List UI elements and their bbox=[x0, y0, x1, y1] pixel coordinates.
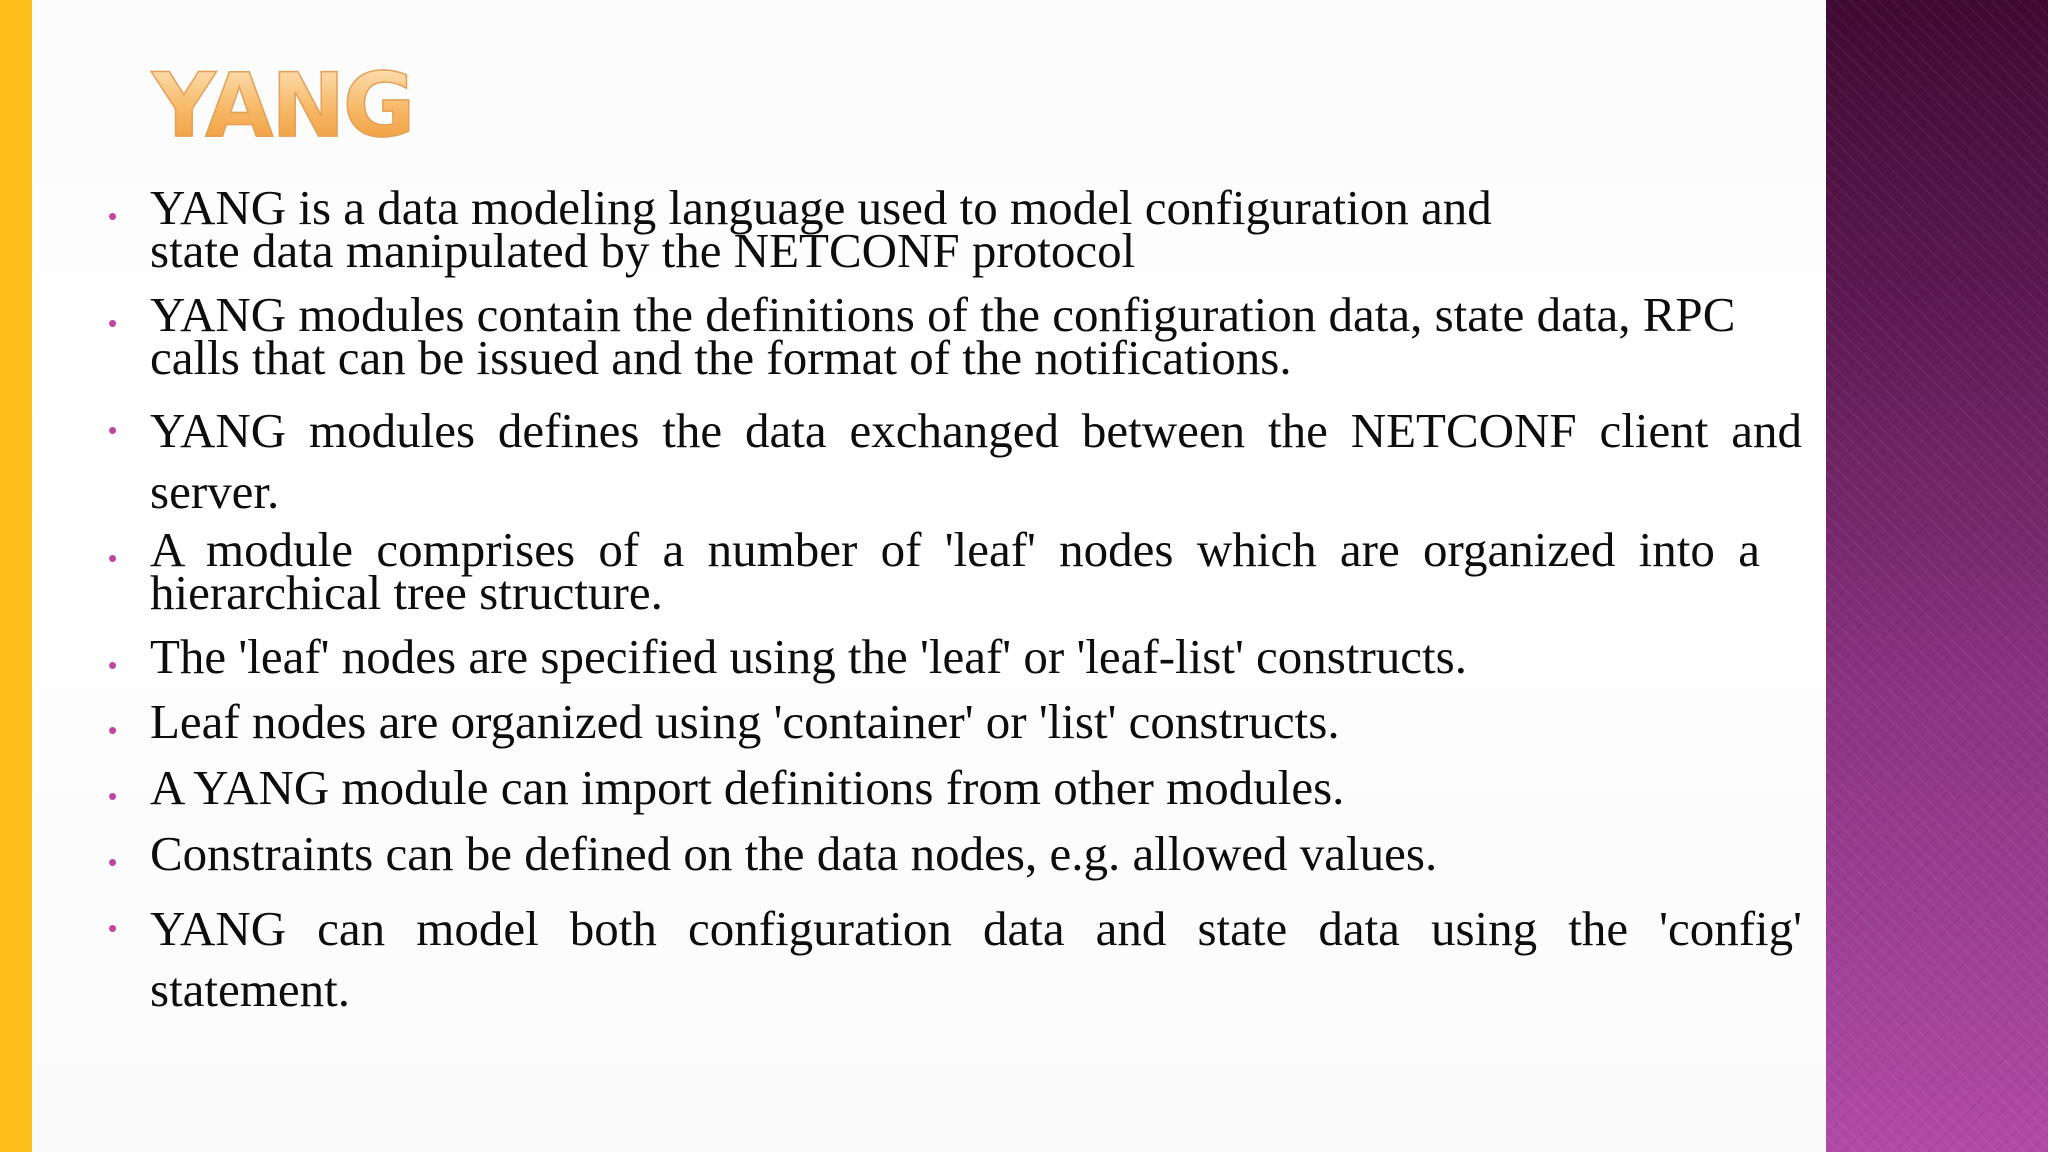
bullet-item bbox=[108, 760, 1808, 818]
bullet-item bbox=[108, 522, 1808, 620]
bullet-text: The 'leaf' nodes are specified using the 'leaf' or 'leaf-list' constructs. bbox=[150, 629, 1467, 684]
bullet-dot-icon: • bbox=[108, 913, 118, 943]
bullet-item bbox=[108, 287, 1808, 385]
bullet-dot-icon: • bbox=[108, 847, 118, 877]
bullet-item bbox=[108, 400, 1808, 522]
bullet-item bbox=[108, 898, 1808, 1020]
bullet-item bbox=[108, 826, 1808, 884]
bullet-dot-icon: • bbox=[108, 415, 118, 445]
bullet-text: A YANG module can import definitions from other modules. bbox=[150, 760, 1345, 815]
bullet-text: Constraints can be defined on the data nodes, e.g. allowed values. bbox=[150, 826, 1438, 881]
bullet-text: YANG is a data modeling language used to model configuration and state data manipulated by the NETCONF protocol bbox=[150, 180, 1492, 278]
bullet-dot-icon: • bbox=[108, 650, 118, 680]
bullet-dot-icon: • bbox=[108, 781, 118, 811]
bullet-item bbox=[108, 629, 1808, 687]
bullet-text: YANG modules contain the definitions of the configuration data, state data, RPC calls that can be issued and the format of the notifications. bbox=[150, 287, 1736, 385]
left-accent-bar bbox=[0, 0, 32, 1152]
bullet-text: YANG modules defines the data exchanged between the NETCONF client and server. bbox=[150, 403, 1802, 519]
slide-title: YANG bbox=[152, 54, 414, 157]
bullet-item bbox=[108, 694, 1808, 752]
bullet-dot-icon: • bbox=[108, 308, 118, 338]
panel-texture bbox=[1826, 0, 2048, 1152]
bullet-dot-icon: • bbox=[108, 201, 118, 231]
right-decorative-panel bbox=[1826, 0, 2048, 1152]
bullet-dot-icon: • bbox=[108, 543, 118, 573]
bullet-text: YANG can model both configuration data and state data using the 'config' statement. bbox=[150, 901, 1802, 1017]
bullet-item bbox=[108, 180, 1808, 278]
bullet-text: A module comprises of a number of 'leaf' nodes which are organized into a hierarchical tree structure. bbox=[150, 522, 1760, 620]
bullet-text: Leaf nodes are organized using 'container' or 'list' constructs. bbox=[150, 694, 1340, 749]
bullet-dot-icon: • bbox=[108, 715, 118, 745]
